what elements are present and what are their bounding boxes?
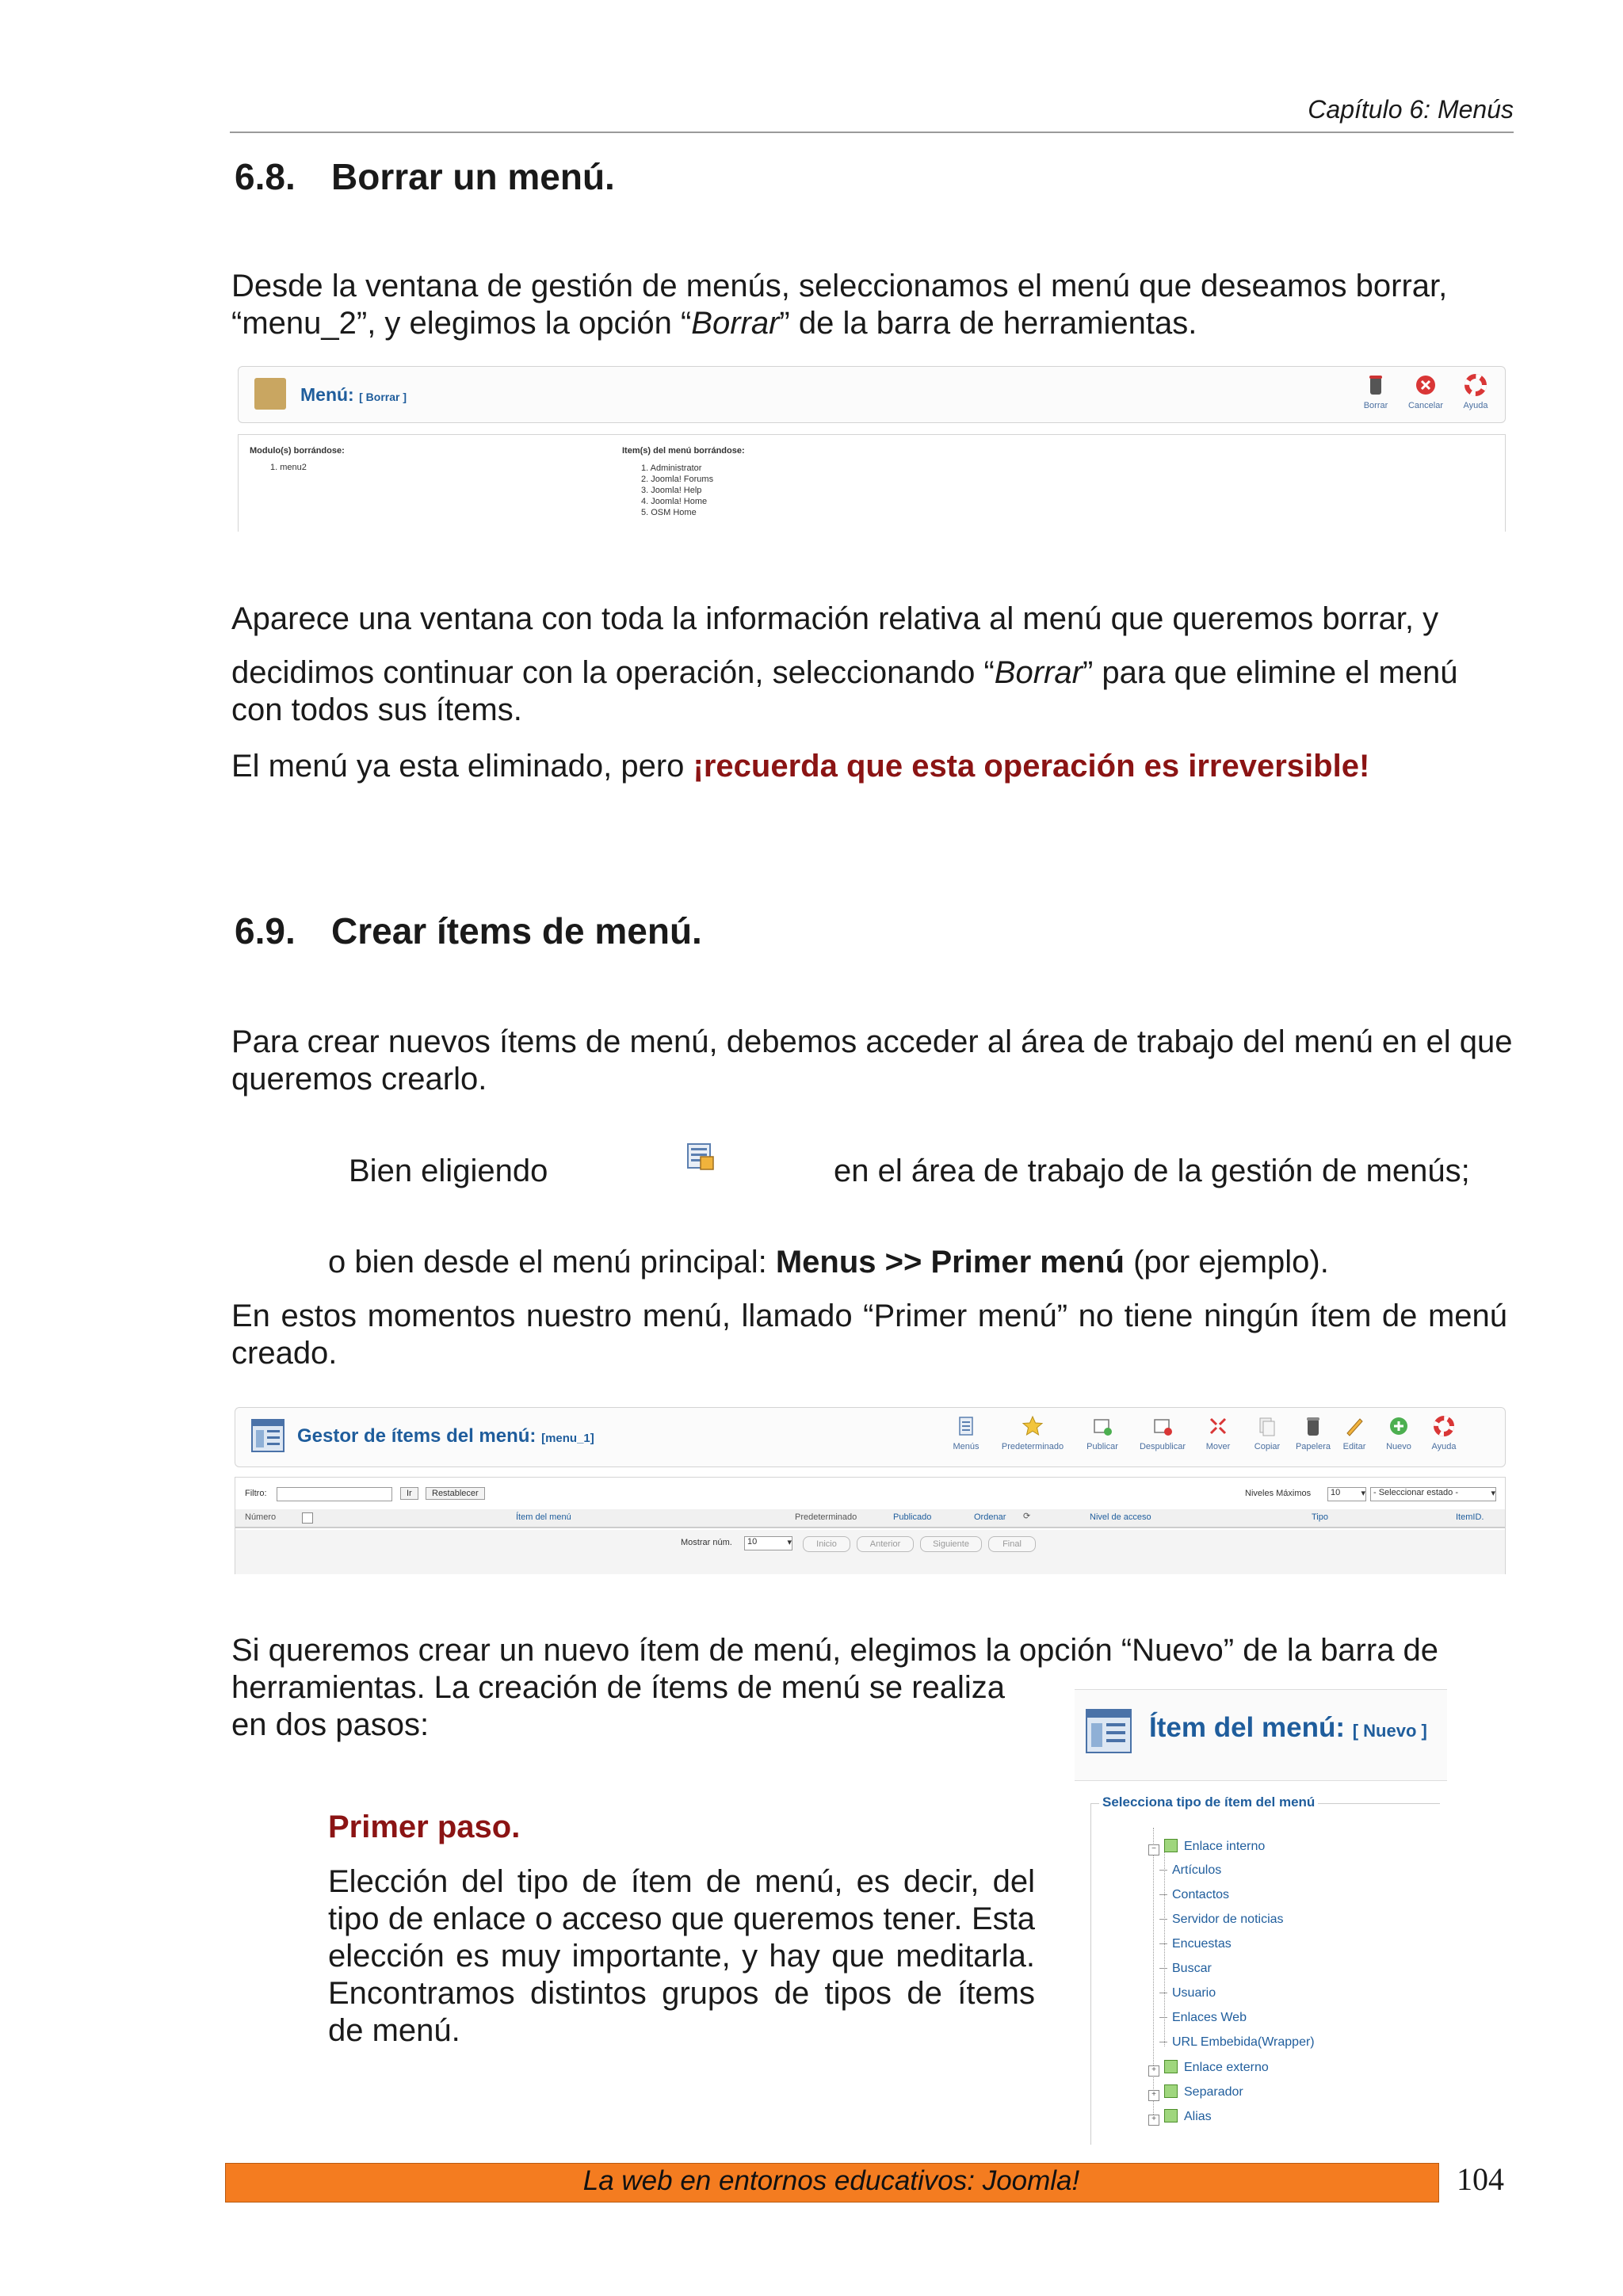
tree-item[interactable]: [1159, 1986, 1216, 2000]
nav-prev-button[interactable]: Anterior: [857, 1536, 914, 1552]
folder-icon: [1164, 2109, 1178, 2122]
paragraph-nuevo-1: Si queremos crear un nuevo ítem de menú, elegimos la opción “Nuevo” de la barra de: [231, 1633, 1439, 1668]
menus-icon: [954, 1414, 978, 1438]
help-lifebuoy-icon: [1432, 1414, 1456, 1438]
footer-title: La web en entornos educativos: Joomla!: [582, 2165, 1080, 2196]
edit-icon: [1342, 1414, 1366, 1438]
paragraph-aparece: Aparece una ventana con toda la información relativa al menú que queremos borrar, y: [231, 601, 1439, 636]
tree-item[interactable]: [1148, 2109, 1212, 2126]
paragraph-o-bien: [328, 1244, 1329, 1281]
reset-button[interactable]: Restablecer: [426, 1487, 485, 1500]
table-header: [235, 1509, 1505, 1528]
tree-item[interactable]: [1159, 1888, 1229, 1902]
toolbar-button-menús[interactable]: [947, 1414, 985, 1451]
tree-item[interactable]: [1159, 1962, 1212, 1976]
folder-icon: [1164, 2060, 1178, 2073]
emphasis-borrar: Borrar: [691, 306, 780, 341]
new-icon: [1387, 1414, 1411, 1438]
column-header: Predeterminado: [795, 1512, 857, 1522]
tree-item-label: Artículos: [1172, 1863, 1222, 1877]
toolbar-panel: [238, 366, 1506, 423]
tree-item[interactable]: [1148, 2060, 1269, 2077]
toolbar-button-publicar[interactable]: [1080, 1414, 1125, 1451]
publish-icon: [1090, 1414, 1114, 1438]
tree-item-label: Buscar: [1172, 1962, 1212, 1975]
paragraph-primer-paso: Elección del tipo de ítem de menú, es decir, del tipo de enlace o acceso que queremos tener. Esta elección es muy importante, y hay que meditarla. Encontramos distintos grupos de tipos de ítems de menú.: [328, 1864, 1035, 2048]
tree-branch: [1159, 1894, 1167, 1895]
tree-item[interactable]: [1159, 1863, 1221, 1878]
toolbar-label: Ayuda: [1431, 1442, 1457, 1451]
header-rule: [230, 132, 1514, 133]
max-levels-select[interactable]: [1327, 1487, 1366, 1501]
list-item: 3. Joomla! Help: [641, 486, 702, 495]
section-title: Borrar un menú.: [331, 156, 615, 197]
section-heading-6-9: [235, 910, 702, 952]
folder-icon: [1164, 1839, 1178, 1852]
paragraph-sin-items: En estos momentos nuestro menú, llamado “Primer menú” no tiene ningún ítem de menú creado.: [231, 1299, 1507, 1371]
column-header[interactable]: ItemID.: [1456, 1512, 1484, 1522]
item-type-fieldset: [1090, 1794, 1440, 2145]
list-item: 5. OSM Home: [641, 508, 697, 517]
tree-item-label: Alias: [1184, 2110, 1212, 2123]
toolbar-button-predeterminado[interactable]: [995, 1414, 1071, 1451]
menu-items-icon: [685, 1141, 718, 1174]
screenshot-gestor-items: [235, 1407, 1506, 1575]
toolbar-label: Publicar: [1086, 1442, 1118, 1451]
list-item: 2. Joomla! Forums: [641, 475, 714, 484]
paragraph-crear-intro: Para crear nuevos ítems de menú, debemos acceder al área de trabajo del menú en el que queremos crearlo.: [231, 1024, 1513, 1097]
tree-branch: [1159, 1870, 1167, 1871]
column-header[interactable]: Ítem del menú: [516, 1512, 571, 1522]
shot3-subtitle: [ Nuevo ]: [1352, 1721, 1427, 1741]
eliminado-text: El menú ya esta eliminado, pero: [231, 749, 693, 784]
nav-start-button[interactable]: Inicio: [803, 1536, 850, 1552]
toolbar-label: Borrar: [1363, 401, 1388, 410]
expand-icon[interactable]: +: [1148, 2065, 1159, 2077]
borrar-button[interactable]: [1356, 373, 1396, 410]
items-header: Item(s) del menú borrándose:: [622, 446, 745, 456]
tree-item-label: URL Embebida(Wrapper): [1172, 2035, 1315, 2049]
save-order-icon[interactable]: ⟳: [1023, 1512, 1031, 1521]
toolbar-panel: [235, 1407, 1506, 1467]
tree-item[interactable]: [1159, 2011, 1247, 2025]
bien-eligiendo-tail: en el área de trabajo de la gestión de menús;: [834, 1154, 1470, 1188]
toolbar-button-nuevo[interactable]: [1381, 1414, 1416, 1451]
toolbar-button-despublicar[interactable]: [1132, 1414, 1193, 1451]
emphasis-borrar: Borrar: [994, 655, 1083, 690]
list-item: 4. Joomla! Home: [641, 497, 708, 506]
step-title: Primer paso.: [328, 1810, 521, 1844]
collapse-icon[interactable]: −: [1148, 1844, 1159, 1855]
column-header[interactable]: Tipo: [1312, 1512, 1328, 1522]
toolbar-button-ayuda[interactable]: [1424, 1414, 1464, 1451]
menu-manager-icon: [1084, 1707, 1133, 1755]
section-number: 6.9.: [235, 910, 296, 952]
tree-item[interactable]: [1148, 2084, 1243, 2101]
delete-info-panel: [238, 434, 1506, 532]
modules-header: Modulo(s) borrándose:: [250, 446, 345, 456]
toolbar-label: Cancelar: [1407, 401, 1444, 410]
select-value: 10: [1331, 1488, 1341, 1497]
show-count-label: Mostrar núm.: [681, 1538, 732, 1547]
paragraph-borrar-intro: Desde la ventana de gestión de menús, seleccionamos el menú que deseamos borrar, “menu_2”, y elegimos la opción “Borrar” de la barra de herramientas.: [231, 269, 1448, 341]
irreversible-warning: ¡recuerda que esta operación es irreversible!: [693, 749, 1370, 784]
toolbar-label: Editar: [1342, 1442, 1366, 1451]
star-icon: [1021, 1414, 1044, 1438]
toolbar-label: Copiar: [1254, 1442, 1281, 1451]
toolbar-label: Papelera: [1295, 1442, 1331, 1451]
tree-item[interactable]: [1159, 1913, 1284, 1927]
menu-manager-icon: [250, 1417, 286, 1454]
expand-icon[interactable]: +: [1148, 2090, 1159, 2101]
paragraph-decidimos: decidimos continuar con la operación, seleccionando “Borrar” para que elimine el menú con todos sus ítems.: [231, 655, 1458, 727]
tree-item-label: Enlaces Web: [1172, 2011, 1247, 2024]
tree-item-label: Enlace externo: [1184, 2061, 1269, 2074]
column-header: Número: [245, 1512, 277, 1522]
state-select[interactable]: [1370, 1487, 1496, 1501]
tree-branch: [1159, 1968, 1167, 1969]
unpublish-icon: [1151, 1414, 1174, 1438]
section-title: Crear ítems de menú.: [331, 910, 702, 952]
folder-icon: [1164, 2084, 1178, 2098]
obien-text: o bien desde el menú principal:: [328, 1245, 776, 1280]
tree-branch: [1159, 2017, 1167, 2018]
toolbar-button-mover[interactable]: [1201, 1414, 1235, 1451]
move-icon: [1206, 1414, 1230, 1438]
toolbar-button-copiar[interactable]: [1247, 1414, 1288, 1451]
tree-guide-line: [1153, 1828, 1155, 2121]
section-heading-6-8: [235, 155, 615, 198]
tree-item-label: Enlace interno: [1184, 1840, 1266, 1853]
chapter-header: Capítulo 6: Menús: [1308, 95, 1514, 124]
nav-end-button[interactable]: Final: [988, 1536, 1036, 1552]
tree-item-label: Encuestas: [1172, 1937, 1232, 1951]
cancelar-button[interactable]: [1402, 373, 1449, 410]
help-lifebuoy-icon: [1464, 373, 1487, 397]
toolbar-label: Mover: [1205, 1442, 1231, 1451]
chevron-down-icon: ▾: [787, 1538, 792, 1547]
screenshot-borrar-menu: [238, 366, 1506, 532]
expand-icon[interactable]: +: [1148, 2115, 1159, 2126]
item-type-legend: Selecciona tipo de ítem del menú: [1099, 1794, 1318, 1810]
tree-item-label: Servidor de noticias: [1172, 1913, 1284, 1926]
shot1-subtitle: [ Borrar ]: [359, 391, 407, 403]
tree-item[interactable]: [1148, 1839, 1265, 1855]
items-list-panel: [235, 1477, 1506, 1574]
ayuda-button[interactable]: [1456, 373, 1495, 410]
nav-next-button[interactable]: Siguiente: [920, 1536, 982, 1552]
show-count-select[interactable]: [744, 1536, 792, 1550]
paragraph-nuevo-2: herramientas. La creación de ítems de menú se realiza en dos pasos:: [231, 1670, 1006, 1742]
trash-icon: [1301, 1414, 1325, 1438]
chevron-down-icon: ▾: [1491, 1489, 1495, 1498]
tree-item-label: Usuario: [1172, 1986, 1216, 2000]
filter-label: Filtro:: [245, 1489, 267, 1498]
items-list: [641, 463, 713, 518]
shot3-title: Ítem del menú:: [1149, 1712, 1345, 1743]
max-levels-label: Niveles Máximos: [1245, 1489, 1312, 1498]
tree-item-label: Separador: [1184, 2085, 1243, 2099]
menu-path: Menus >> Primer menú: [775, 1245, 1125, 1280]
obien-tail: (por ejemplo).: [1124, 1245, 1329, 1280]
column-header[interactable]: Nivel de acceso: [1090, 1512, 1151, 1522]
shot2-title: Gestor de ítems del menú:: [297, 1425, 537, 1447]
bien-eligiendo-text: Bien eligiendo: [349, 1154, 548, 1188]
paragraph-eliminado: [231, 748, 1515, 785]
select-all-checkbox[interactable]: [302, 1512, 313, 1524]
toolbar-label: Nuevo: [1386, 1442, 1411, 1451]
go-button[interactable]: Ir: [400, 1487, 418, 1500]
module-item: 1. menu2: [270, 463, 307, 472]
screenshot-item-nuevo: [1075, 1689, 1449, 2144]
select-value: - Seleccionar estado -: [1373, 1488, 1458, 1497]
column-header[interactable]: Publicado: [893, 1512, 932, 1522]
page-number: 104: [1457, 2161, 1504, 2197]
tree-item[interactable]: [1159, 1937, 1232, 1951]
toolbar-label: Ayuda: [1463, 401, 1488, 410]
toolbar-label: Despublicar: [1139, 1442, 1186, 1451]
pagination-bar: [235, 1530, 1505, 1574]
tree-item-label: Contactos: [1172, 1888, 1230, 1901]
filter-input[interactable]: [277, 1487, 392, 1501]
list-item: 1. Administrator: [641, 463, 702, 473]
menu-box-icon: [254, 378, 286, 410]
shot1-title: Menú:: [300, 384, 354, 405]
copy-icon: [1255, 1414, 1279, 1438]
section-number: 6.8.: [235, 156, 296, 197]
toolbar-label: Menús: [953, 1442, 980, 1451]
trash-icon: [1364, 373, 1388, 397]
item-header-panel: [1075, 1689, 1447, 1781]
column-header[interactable]: Ordenar: [974, 1512, 1006, 1522]
tree-branch: [1159, 1943, 1167, 1944]
toolbar-button-editar[interactable]: [1337, 1414, 1372, 1451]
tree-branch: [1159, 1919, 1167, 1920]
chevron-down-icon: ▾: [1361, 1489, 1365, 1498]
select-value: 10: [747, 1537, 758, 1547]
cancel-icon: [1414, 373, 1438, 397]
tree-item[interactable]: [1159, 2035, 1315, 2050]
toolbar-label: Predeterminado: [1001, 1442, 1064, 1451]
shot2-subtitle: [menu_1]: [541, 1432, 594, 1445]
toolbar-button-papelera[interactable]: [1293, 1414, 1334, 1451]
